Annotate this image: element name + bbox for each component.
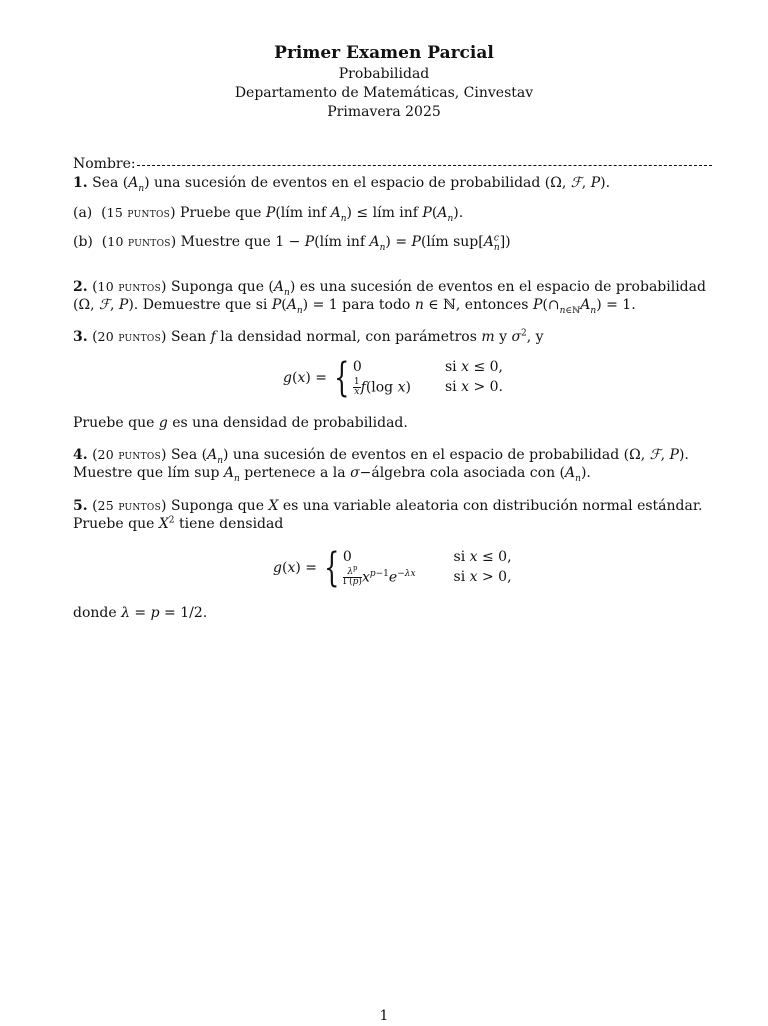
problem-1-statement: 1. Sea $(A_n)$ una sucesión de eventos en el espacio de probabilidad (Ω, ℱ, P).: [73, 175, 611, 194]
exam-title: Primer Examen Parcial: [274, 43, 494, 63]
problem-5-number: 5.: [73, 498, 88, 514]
exam-subject: Probabilidad: [338, 66, 430, 82]
left-brace-icon: {: [324, 545, 340, 591]
exam-term: Primavera 2025: [327, 104, 441, 120]
name-blank-line[interactable]: [137, 165, 712, 166]
page-number: 1: [379, 1008, 389, 1024]
name-field[interactable]: [73, 155, 703, 174]
p5-case-1: 0: [342, 549, 352, 566]
problem-2-line-2: (Ω, ℱ, P). Demuestre que si $P(A_n) = 1$ para todo n ∈ ℕ, entonces $P(\cap_{n\in ℕ}A_n) = 1$.: [73, 297, 636, 316]
problem-5-line-1: 5. (25 puntos) Suponga que X es una variable aleatoria con distribución normal estándar.: [73, 498, 703, 514]
problem-4-number: 4.: [73, 447, 88, 463]
exam-department: Departamento de Matemáticas, Cinvestav: [234, 85, 534, 101]
problem-2-line-1: 2. (10 puntos) Suponga que $(A_n)$ es una sucesión de eventos en el espacio de probabilidad: [73, 279, 706, 298]
name-label: Nombre:: [73, 156, 136, 172]
problem-1a-label: (a): [73, 205, 93, 221]
problem-1b-label: (b): [73, 234, 93, 250]
problem-4-line-1: 4. (20 puntos) Sea $(A_n)$ una sucesión de eventos en el espacio de probabilidad (Ω, ℱ, P).: [73, 447, 689, 466]
problem-5-equation: g(x) = { 0 si x ≤ 0, $\frac{\lambda^p}{\Gamma(p)}$ $x^{p-1}e^{-\lambda x}$ si x > 0,: [273, 545, 512, 591]
problem-5-line-2: Pruebe que $X^2$ tiene densidad: [73, 515, 284, 532]
left-brace-icon: {: [334, 355, 350, 401]
problem-4-line-2: Muestre que lím sup $A_n$ pertenece a la σ−álgebra cola asociada con $(A_n)$.: [73, 465, 591, 484]
p5-case-2: $\frac{\lambda^p}{\Gamma(p)}$ $x^{p-1}e^{-\lambda x}$: [342, 564, 416, 588]
problem-3-equation: g(x) = { 0 si x ≤ 0, $\frac{1}{x}$ f(log x) si x > 0.: [283, 355, 503, 401]
problem-1b: (b) (10 puntos) Muestre que 1 − P(lím inf $A_n$) = P(lím $sup[A^c_n]$): [73, 233, 511, 253]
problem-3-number: 3.: [73, 329, 88, 345]
p3-case-1: 0: [352, 359, 362, 376]
problem-1a: (a) (15 puntos) Pruebe que P(lím inf $A_n$) ≤ lím inf $P(A_n)$.: [73, 205, 464, 224]
problem-3-statement: 3. (20 puntos) Sean f la densidad normal, con parámetros m y $\sigma^2$, y: [73, 328, 544, 345]
problem-3-conclusion: Pruebe que g es una densidad de probabilidad.: [73, 415, 408, 431]
problem-5-conclusion: donde λ = p = 1/2.: [73, 605, 208, 621]
p3-case-2: $\frac{1}{x}$ f(log x): [353, 377, 411, 398]
problem-2-number: 2.: [73, 279, 88, 295]
problem-1-number: 1.: [73, 175, 88, 191]
